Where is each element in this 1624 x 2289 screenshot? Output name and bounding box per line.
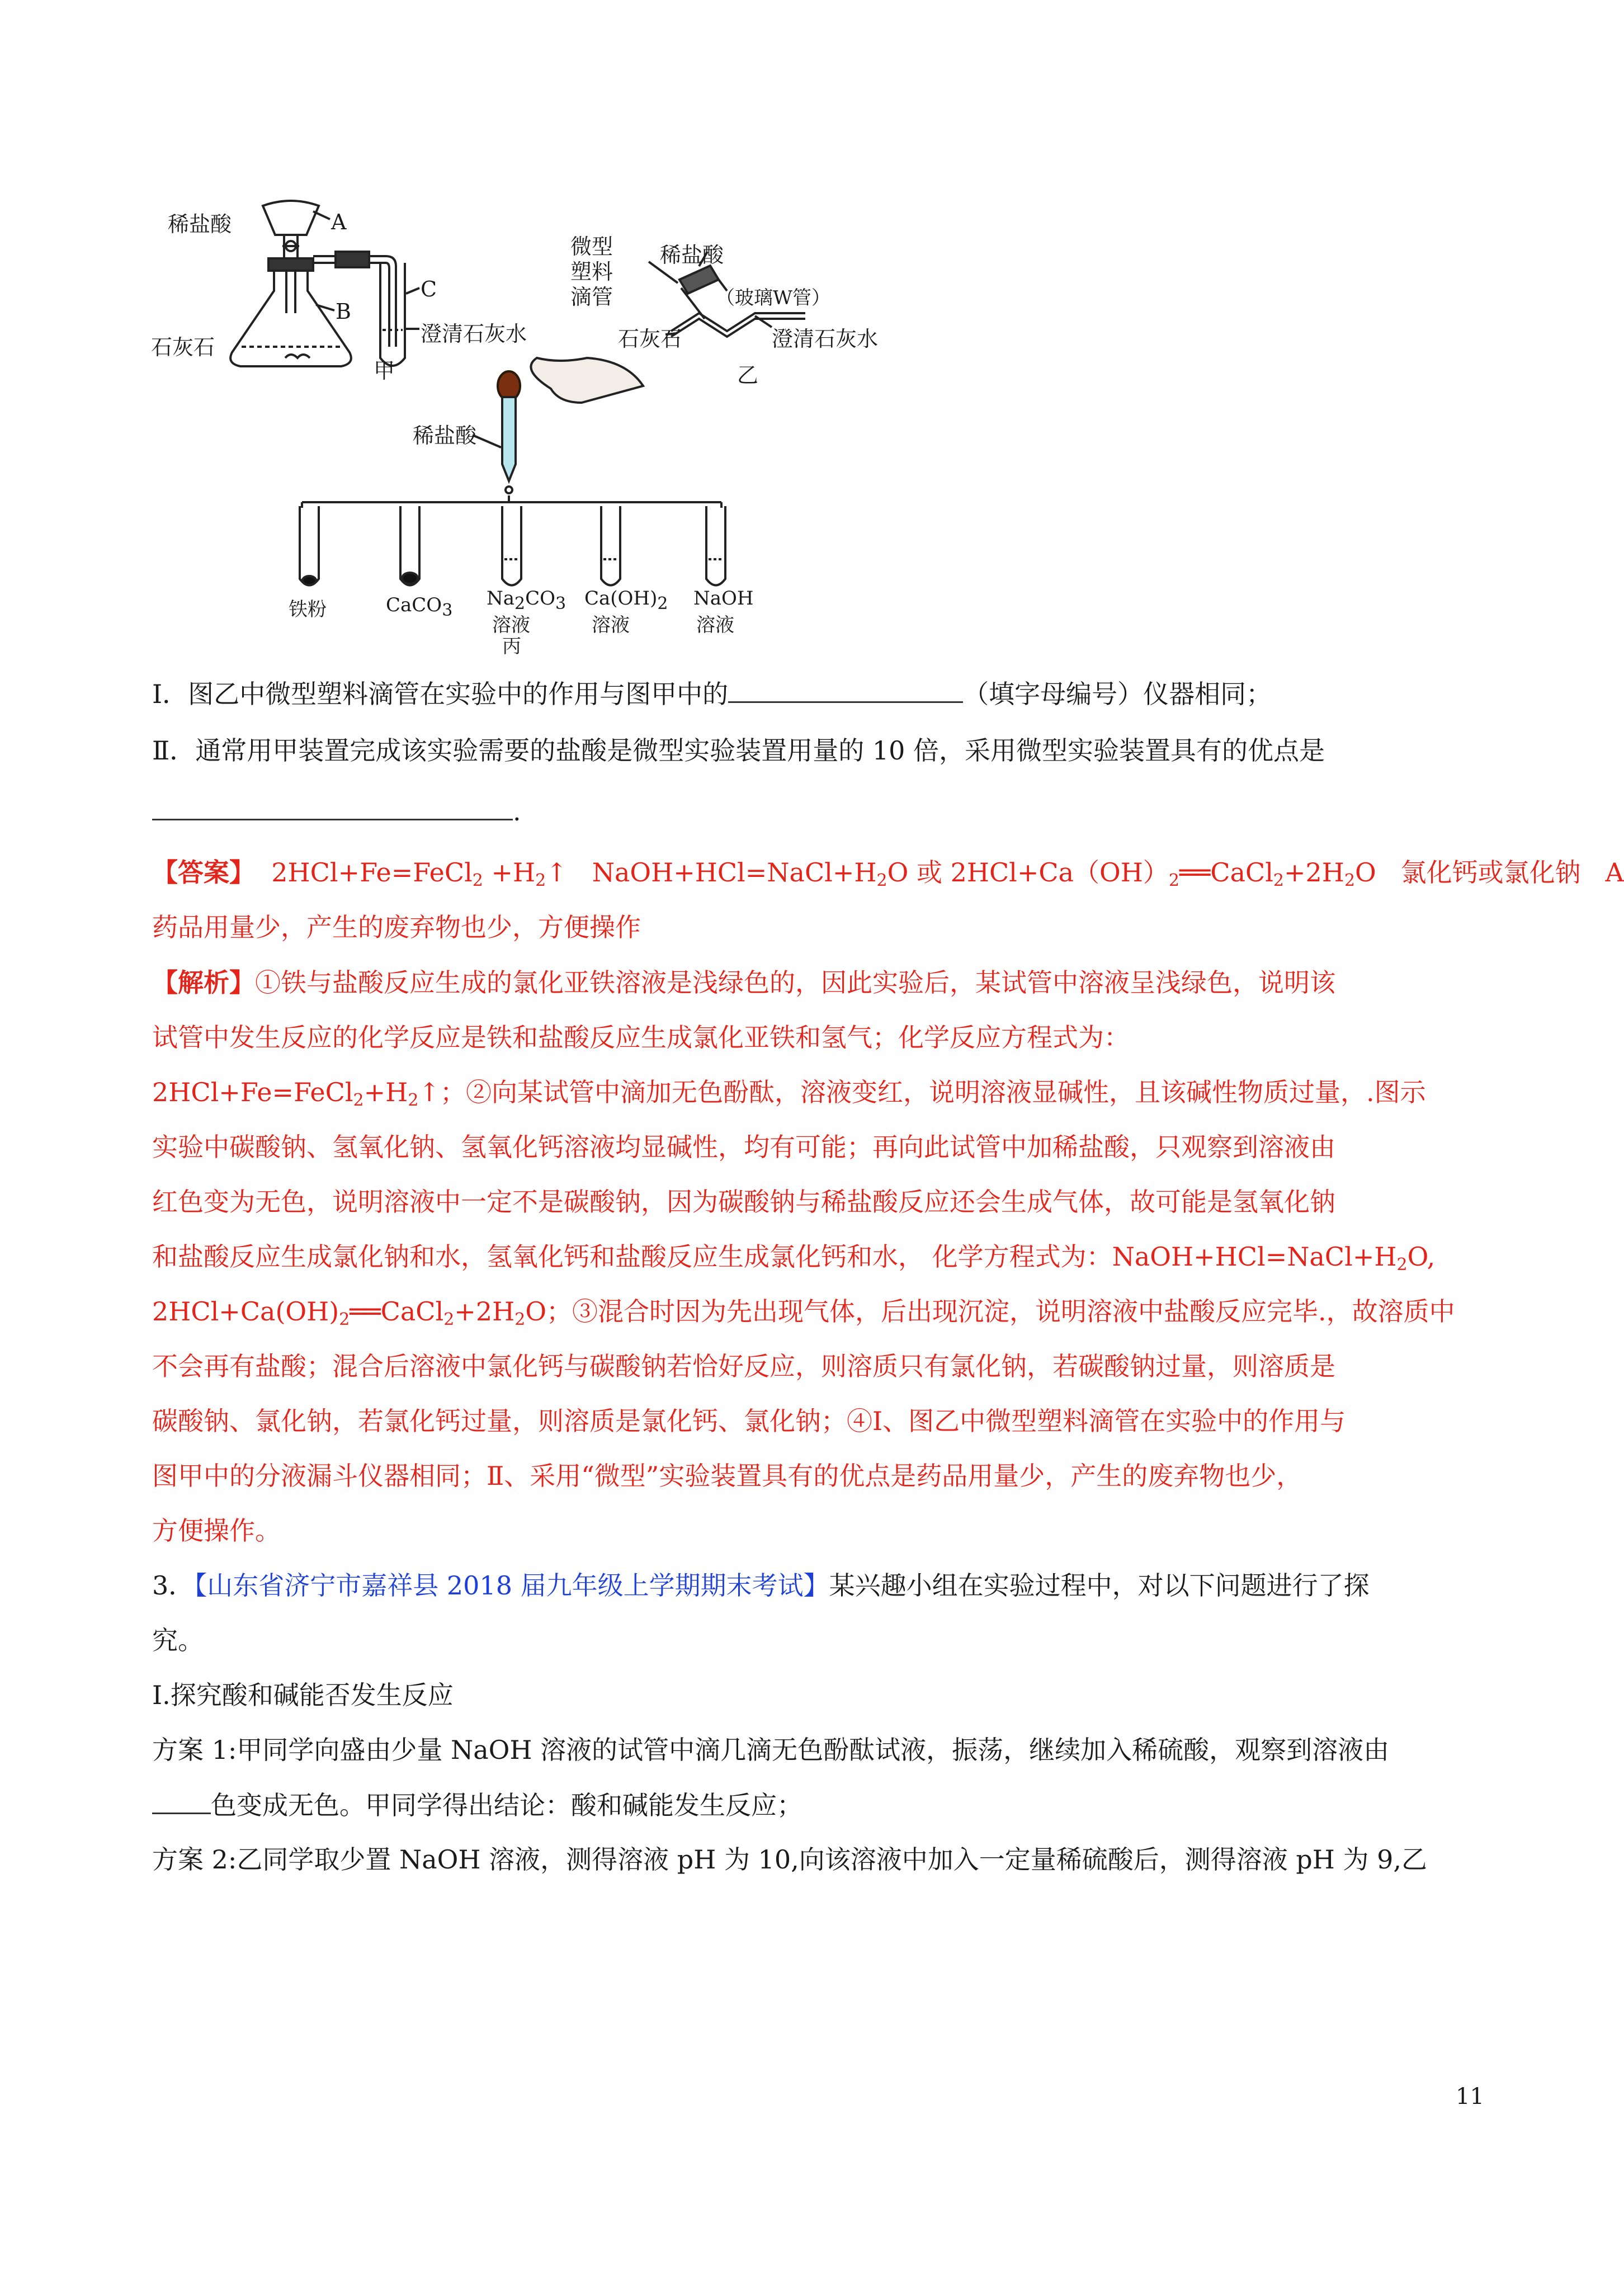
q3-header-line2: 究。 — [152, 1625, 204, 1655]
question-ii: Ⅱ．通常用甲装置完成该实验需要的盐酸是微型实验装置用量的 10 倍，采用微型实验装置具有的优点是 — [152, 735, 1325, 766]
analysis-line-11: 方便操作。 — [152, 1516, 281, 1546]
yi-tube-label: （玻璃W管） — [716, 287, 830, 309]
analysis-line-3: $2HCl+Fe=FeCl_2+H_2↑$；②向某试管中滴加无色酚酞，溶液变红，说明溶液显碱性，且该碱性物质过量，.图示 — [152, 1077, 1426, 1110]
analysis-line-2: 试管中发生反应的化学反应是铁和盐酸反应生成氯化亚铁和氢气；化学反应方程式为： — [152, 1022, 1130, 1053]
yi-name: 乙 — [737, 363, 759, 388]
analysis-line-8: 不会再有盐酸；混合后溶液中氯化钙与碳酸钠若恰好反应，则溶质只有氯化钠，若碳酸钠过量，则溶质是 — [152, 1351, 1335, 1381]
answer-line-1: 【答案】 2HCl+Fe=FeCl$_2$ $+H_2↑$ $NaOH+HCl=NaCl+H_2O$ 或 $2HCl+Ca(OH)_2══CaCl_2+2H_2O$ 氯化钙或氯化钠 A — [152, 857, 1624, 890]
bing-tube-4-line2: 溶液 — [592, 614, 630, 636]
yi-acid-label: 稀盐酸 — [660, 243, 724, 267]
question-i: I．图乙中微型塑料滴管在实验中的作用与图甲中的 （填字母编号）仪器相同； — [152, 677, 1483, 711]
analysis-line-5: 红色变为无色，说明溶液中一定不是碳酸钠，因为碳酸钠与稀盐酸反应还会生成气体，故可能是氢氧化钠 — [152, 1187, 1335, 1217]
jia-solid-label: 石灰石 — [151, 335, 215, 360]
q3-plan1: 方案 1:甲同学向盛由少量 NaOH 溶液的试管中滴几滴无色酚酞试液，振荡，继续加入稀硫酸，观察到溶液由 — [152, 1735, 1390, 1765]
bing-tube-4-label: $Ca(OH)_2$ — [584, 587, 668, 613]
analysis-line-7: $2HCl+Ca(OH)_2══CaCl_2+2H_2O$；③混合时因为先出现气体，后出现沉淀，说明溶液中盐酸反应完毕.，故溶质中 — [152, 1296, 1455, 1329]
yi-dropper-line3: 滴管 — [570, 285, 613, 309]
analysis-line-1: 【解析】①铁与盐酸反应生成的氯化亚铁溶液是浅绿色的，因此实验后，某试管中溶液呈浅绿色，说明该 — [152, 967, 1335, 998]
bing-name: 丙 — [502, 635, 521, 658]
jia-name: 甲 — [374, 358, 395, 383]
yi-solid-label: 石灰石 — [618, 327, 682, 351]
answer-line-2: 药品用量少，产生的废弃物也少，方便操作 — [152, 912, 641, 942]
bing-tube-3-line2: 溶液 — [492, 614, 530, 636]
q3-part1: I.探究酸和碱能否发生反应 — [152, 1680, 454, 1710]
bing-tube-5-label: NaOH — [693, 587, 754, 610]
bing-acid-label: 稀盐酸 — [413, 423, 477, 448]
question-ii-blank: . — [152, 794, 1483, 828]
jia-acid-label: 稀盐酸 — [168, 212, 232, 237]
analysis-line-9: 碳酸钠、氯化钠，若氯化钙过量，则溶质是氯化钙、氯化钠；④I、图乙中微型塑料滴管在实验中的作用与 — [152, 1406, 1346, 1436]
yi-dropper-line2: 塑料 — [570, 259, 613, 284]
bing-tube-5-line2: 溶液 — [696, 614, 734, 636]
yi-dropper-line1: 微型 — [570, 234, 613, 259]
jia-label-a: A — [331, 210, 347, 234]
q3-plan2: 方案 2:乙同学取少置 NaOH 溶液，测得溶液 pH 为 10,向该溶液中加入一定量稀硫酸后，测得溶液 pH 为 9,乙 — [152, 1844, 1428, 1875]
yi-lime-label: 澄清石灰水 — [772, 327, 879, 351]
bing-tube-3-label: $Na_2CO_3$ — [487, 587, 566, 613]
jia-lime-label: 澄清石灰水 — [421, 322, 527, 346]
analysis-line-10: 图甲中的分液漏斗仪器相同；Ⅱ、采用“微型”实验装置具有的优点是药品用量少，产生的废弃物也少， — [152, 1461, 1302, 1491]
analysis-line-4: 实验中碳酸钠、氢氧化钠、氢氧化钙溶液均显碱性，均有可能；再向此试管中加稀盐酸，只观察到溶液由 — [152, 1132, 1335, 1162]
q3-header: 3．【山东省济宁市嘉祥县 2018 届九年级上学期期末考试】某兴趣小组在实验过程中，对以下问题进行了探 — [152, 1570, 1370, 1601]
bing-tube-2-label: CaCO$_3$ — [386, 594, 453, 620]
analysis-line-6: 和盐酸反应生成氯化钠和水，氢氧化钙和盐酸反应生成氯化钙和水， 化学方程式为：$NaOH+HCl=NaCl+H_2O$, — [152, 1242, 1436, 1275]
jia-label-c: C — [421, 277, 437, 301]
bing-tube-1-label: 铁粉 — [289, 598, 327, 621]
jia-label-b: B — [336, 299, 351, 324]
q3-source: 【山东省济宁市嘉祥县 2018 届九年级上学期期末考试】 — [194, 1570, 829, 1601]
q3-plan1-line2: 色变成无色。甲同学得出结论：酸和碱能发生反应； — [152, 1788, 1483, 1822]
page-number: 11 — [1456, 2084, 1484, 2109]
